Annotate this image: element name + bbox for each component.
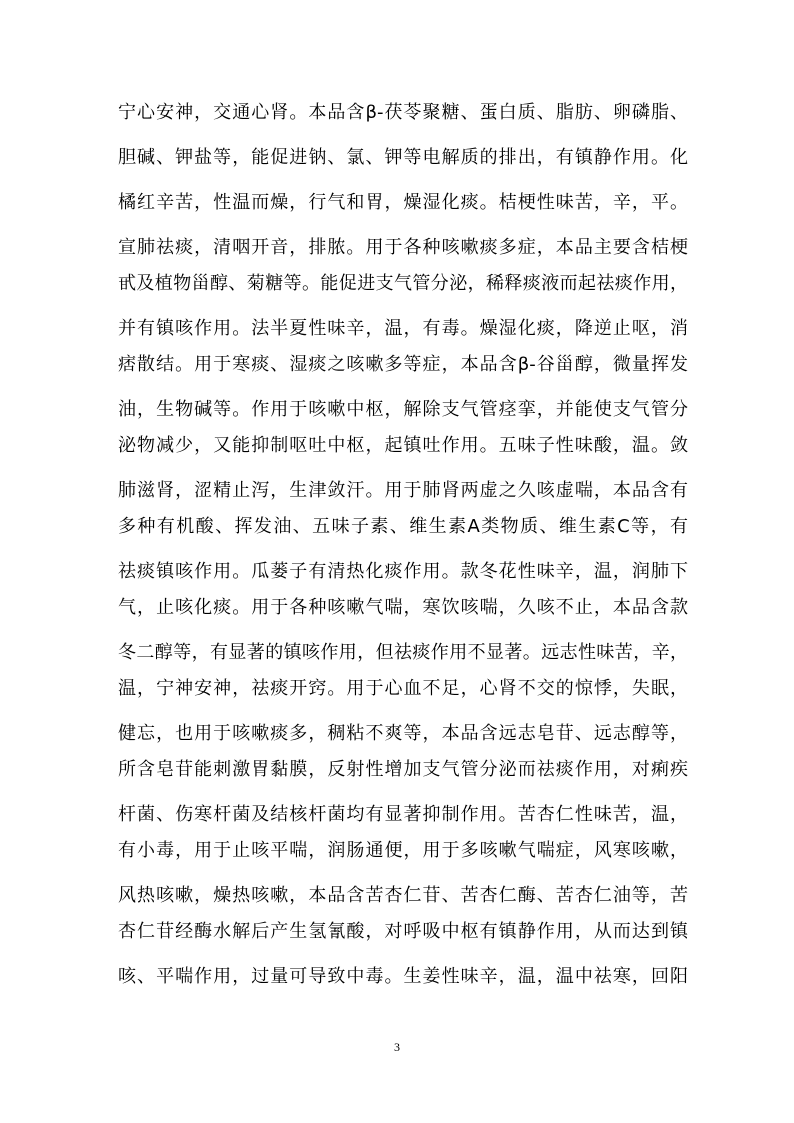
text-line: 杆菌、伤寒杆菌及结核杆菌均有显著抑制作用。苦杏仁性味苦，温， (118, 804, 688, 825)
text-line: 气，止咳化痰。用于各种咳嗽气喘，寒饮咳喘，久咳不止，本品含款 (118, 597, 688, 618)
text-line: 胆碱、钾盐等，能促进钠、氯、钾等电解质的排出，有镇静作用。化 (118, 147, 688, 168)
text-line: 冬二醇等，有显著的镇咳作用，但祛痰作用不显著。远志性味苦，辛， (118, 642, 688, 663)
text-line: 有小毒，用于止咳平喘，润肠通便，用于多咳嗽气喘症，风寒咳嗽， (118, 840, 688, 861)
text-line: 宣肺祛痰，清咽开音，排脓。用于各种咳嗽痰多症，本品主要含桔梗 (118, 237, 688, 258)
text-line: 杏仁苷经酶水解后产生氢氰酸，对呼吸中枢有镇静作用，从而达到镇 (118, 921, 688, 942)
text-line: 风热咳嗽，燥热咳嗽，本品含苦杏仁苷、苦杏仁酶、苦杏仁油等，苦 (118, 885, 688, 906)
text-line: 所含皂苷能刺激胃黏膜，反射性增加支气管分泌而祛痰作用，对痢疾 (118, 759, 688, 780)
text-line: 多种有机酸、挥发油、五味子素、维生素A类物质、维生素C等，有 (118, 516, 688, 537)
text-line: 痞散结。用于寒痰、湿痰之咳嗽多等症，本品含β-谷甾醇，微量挥发 (118, 354, 688, 375)
text-line: 健忘，也用于咳嗽痰多，稠粘不爽等，本品含远志皂苷、远志醇等， (118, 723, 688, 744)
text-line: 橘红辛苦，性温而燥，行气和胃，燥湿化痰。桔梗性味苦，辛，平。 (118, 192, 688, 213)
text-line: 泌物减少，又能抑制呕吐中枢，起镇吐作用。五味子性味酸，温。敛 (118, 435, 688, 456)
text-line: 宁心安神，交通心肾。本品含β-茯苓聚糖、蛋白质、脂肪、卵磷脂、 (118, 102, 688, 123)
text-line: 油，生物碱等。作用于咳嗽中枢，解除支气管痉挛，并能使支气管分 (118, 399, 688, 420)
text-line: 肺滋肾，涩精止泻，生津敛汗。用于肺肾两虚之久咳虚喘，本品含有 (118, 480, 688, 501)
text-line: 并有镇咳作用。法半夏性味辛，温，有毒。燥湿化痰，降逆止呕，消 (118, 318, 688, 339)
page-number: 3 (394, 1040, 400, 1054)
text-line: 温，宁神安神，祛痰开窍。用于心血不足，心肾不交的惊悸，失眠， (118, 678, 688, 699)
text-line: 祛痰镇咳作用。瓜蒌子有清热化痰作用。款冬花性味辛，温，润肺下 (118, 561, 688, 582)
text-line: 咳、平喘作用，过量可导致中毒。生姜性味辛，温，温中祛寒，回阳 (118, 966, 688, 987)
text-line: 甙及植物甾醇、菊糖等。能促进支气管分泌，稀释痰液而起祛痰作用， (118, 273, 688, 294)
